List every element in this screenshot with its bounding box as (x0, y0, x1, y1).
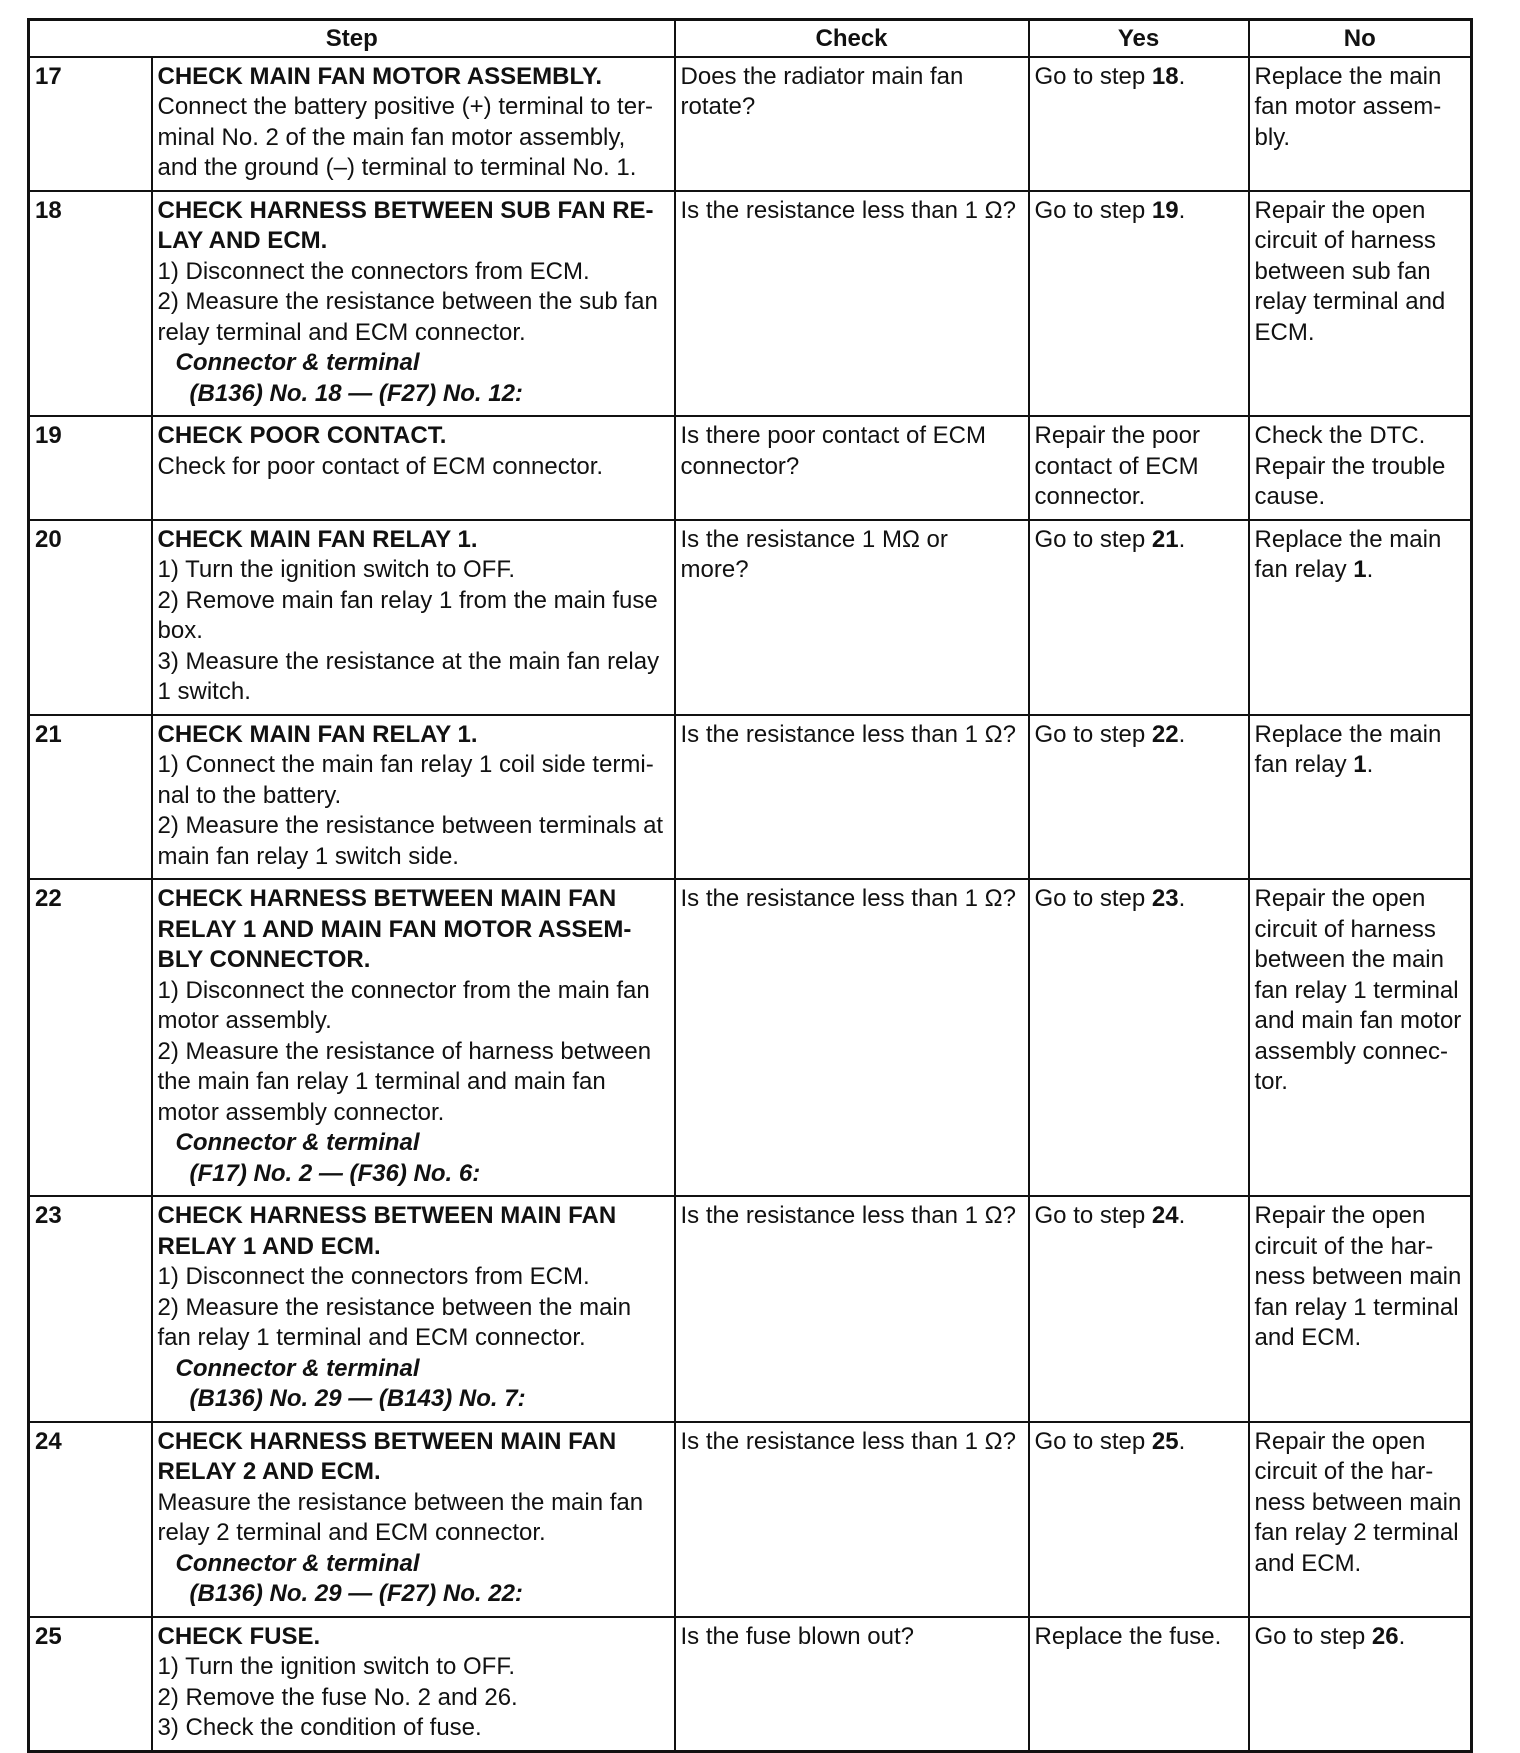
yes-suffix: . (1178, 196, 1186, 224)
connector-terminal-value: (B136) No. 29 — (B143) No. 7: (189, 1385, 526, 1412)
check-question: Is the resistance less than 1 Ω? (680, 885, 1016, 912)
diagnostic-table (27, 18, 1473, 1753)
no-action: Replace the main fan relay (1254, 720, 1442, 778)
header-no: No (1249, 20, 1472, 57)
connector-terminal-label: Connector & terminal (175, 1549, 420, 1577)
no-suffix: . (1366, 751, 1374, 778)
no-cell (1249, 879, 1472, 1196)
step-instruction: 1) Connect the main fan relay 1 coil side termi-nal to the battery. (157, 751, 654, 809)
step-number: 19 (35, 422, 62, 449)
yes-step-ref: 19 (1151, 196, 1179, 224)
step-number-cell (29, 416, 152, 520)
step-cell (152, 715, 675, 880)
step-cell (152, 57, 675, 191)
check-question: Is the resistance less than 1 Ω? (680, 1202, 1016, 1229)
connector-terminal-value: (B136) No. 18 — (F27) No. 12: (189, 379, 523, 407)
step-instruction: 1) Turn the ignition switch to OFF. (157, 556, 515, 583)
step-title: CHECK HARNESS BETWEEN MAIN FAN RELAY 1 AND ECM. (157, 1202, 617, 1260)
step-number-cell (29, 1617, 152, 1752)
step-number: 24 (35, 1427, 62, 1455)
yes-step-ref: 25 (1151, 1427, 1179, 1455)
yes-step-ref: 24 (1151, 1202, 1179, 1229)
no-cell (1249, 191, 1472, 417)
check-question: Is the resistance 1 MΩ or more? (680, 525, 948, 583)
yes-action: Go to step (1034, 1202, 1152, 1229)
check-cell (675, 879, 1029, 1196)
step-number-cell (29, 1196, 152, 1422)
no-step-ref: 26 (1371, 1622, 1399, 1650)
step-number: 23 (35, 1202, 62, 1229)
yes-cell (1029, 416, 1249, 520)
yes-suffix: . (1178, 1202, 1186, 1229)
yes-suffix: . (1178, 62, 1186, 90)
check-cell (675, 715, 1029, 880)
yes-cell (1029, 57, 1249, 191)
yes-cell (1029, 1196, 1249, 1422)
header-step: Step (29, 20, 675, 57)
step-cell (152, 1617, 675, 1752)
yes-suffix: . (1178, 525, 1186, 553)
step-number-cell (29, 191, 152, 417)
header-check: Check (675, 20, 1029, 57)
table-row (29, 1422, 1472, 1617)
yes-suffix: . (1178, 885, 1186, 912)
step-number: 20 (35, 525, 62, 553)
table-row (29, 1617, 1472, 1752)
table-row (29, 416, 1472, 520)
yes-action: Go to step (1034, 720, 1152, 748)
no-suffix: . (1366, 556, 1374, 583)
check-cell (675, 57, 1029, 191)
step-instruction: 1) Disconnect the connectors from ECM. (157, 257, 590, 285)
no-step-ref: 1 (1353, 556, 1367, 583)
check-cell (675, 1196, 1029, 1422)
connector-terminal-label: Connector & terminal (175, 1354, 420, 1382)
no-cell (1249, 1617, 1472, 1752)
step-instruction: Measure the resistance between the main fan relay 2 terminal and ECM connector. (157, 1488, 644, 1546)
yes-suffix: . (1178, 1427, 1186, 1455)
step-title: CHECK MAIN FAN RELAY 1. (157, 720, 478, 748)
yes-step-ref: 21 (1151, 525, 1179, 553)
step-cell (152, 191, 675, 417)
step-number-cell (29, 1422, 152, 1617)
yes-cell (1029, 191, 1249, 417)
table-row (29, 879, 1472, 1196)
step-number: 17 (35, 62, 62, 90)
table-header (29, 20, 1472, 57)
yes-action: Repair the poor contact of ECM connector. (1034, 422, 1200, 510)
yes-action: Go to step (1034, 525, 1152, 553)
no-step-ref: 1 (1353, 751, 1367, 778)
table-row (29, 520, 1472, 715)
yes-suffix: . (1178, 720, 1186, 748)
table-row (29, 715, 1472, 880)
yes-cell (1029, 879, 1249, 1196)
no-action: Repair the open circuit of the har-ness between main fan relay 1 terminal and ECM. (1254, 1202, 1462, 1351)
step-number-cell (29, 520, 152, 715)
step-title: CHECK HARNESS BETWEEN MAIN FAN RELAY 2 AND ECM. (157, 1427, 617, 1485)
step-number: 25 (35, 1622, 62, 1650)
no-cell (1249, 1196, 1472, 1422)
step-title: CHECK MAIN FAN RELAY 1. (157, 525, 478, 553)
step-instruction: 3) Check the condition of fuse. (157, 1714, 482, 1741)
table-row (29, 191, 1472, 417)
yes-action: Go to step (1034, 62, 1152, 90)
step-cell (152, 879, 675, 1196)
step-instruction: 1) Disconnect the connector from the main fan motor assembly. (157, 976, 650, 1034)
step-number-cell (29, 715, 152, 880)
step-cell (152, 416, 675, 520)
step-instruction: 1) Turn the ignition switch to OFF. (157, 1653, 515, 1680)
check-cell (675, 191, 1029, 417)
connector-terminal-label: Connector & terminal (175, 349, 420, 376)
no-action: Repair the open circuit of harness between the main fan relay 1 terminal and main fan motor assembly connec-tor. (1254, 885, 1462, 1095)
no-cell (1249, 715, 1472, 880)
step-cell (152, 520, 675, 715)
check-question: Is the resistance less than 1 Ω? (680, 1427, 1016, 1455)
check-cell (675, 416, 1029, 520)
no-cell (1249, 1422, 1472, 1617)
no-action: Repair the open circuit of the har-ness between main fan relay 2 terminal and ECM. (1254, 1427, 1462, 1577)
step-title: CHECK FUSE. (157, 1622, 321, 1650)
step-instruction: 2) Measure the resistance between terminals at main fan relay 1 switch side. (157, 812, 664, 870)
step-title: CHECK POOR CONTACT. (157, 422, 447, 449)
yes-action: Go to step (1034, 885, 1152, 912)
check-cell (675, 520, 1029, 715)
step-title: CHECK HARNESS BETWEEN MAIN FAN RELAY 1 AND MAIN FAN MOTOR ASSEM-BLY CONNECTOR. (157, 885, 632, 973)
check-question: Is the resistance less than 1 Ω? (680, 720, 1016, 748)
yes-cell (1029, 520, 1249, 715)
check-question: Is the fuse blown out? (680, 1622, 914, 1650)
step-instruction: 2) Remove the fuse No. 2 and 26. (157, 1683, 518, 1711)
step-instruction: Connect the battery positive (+) terminal to ter-minal No. 2 of the main fan motor assembly, and the ground (–) terminal to terminal No. 1. (157, 93, 654, 181)
step-title: CHECK MAIN FAN MOTOR ASSEMBLY. (157, 62, 602, 90)
no-cell (1249, 520, 1472, 715)
step-cell (152, 1422, 675, 1617)
step-instruction: 1) Disconnect the connectors from ECM. (157, 1263, 590, 1290)
step-title: CHECK HARNESS BETWEEN SUB FAN RE-LAY AND ECM. (157, 196, 654, 254)
no-cell (1249, 416, 1472, 520)
check-question: Does the radiator main fan rotate? (680, 62, 964, 120)
step-instruction: 2) Measure the resistance of harness between the main fan relay 1 terminal and main fan motor assembly connector. (157, 1037, 652, 1126)
no-suffix: . (1398, 1622, 1406, 1650)
step-number-cell (29, 879, 152, 1196)
no-action: Check the DTC. Repair the trouble cause. (1254, 422, 1446, 510)
no-action: Go to step (1254, 1622, 1372, 1650)
yes-cell (1029, 1422, 1249, 1617)
table-row (29, 57, 1472, 191)
header-yes: Yes (1029, 20, 1249, 57)
no-action: Replace the main fan motor assem-bly. (1254, 62, 1442, 151)
table-body (29, 57, 1472, 1752)
yes-action: Replace the fuse. (1034, 1622, 1222, 1650)
no-action: Replace the main fan relay (1254, 525, 1442, 583)
check-question: Is there poor contact of ECM connector? (680, 422, 986, 480)
step-cell (152, 1196, 675, 1422)
no-cell (1249, 57, 1472, 191)
check-question: Is the resistance less than 1 Ω? (680, 196, 1016, 224)
yes-step-ref: 22 (1151, 720, 1179, 748)
header-row (29, 20, 1472, 57)
yes-step-ref: 23 (1151, 885, 1179, 912)
step-instruction: 2) Measure the resistance between the sub fan relay terminal and ECM connector. (157, 288, 658, 346)
step-instruction: 2) Measure the resistance between the main fan relay 1 terminal and ECM connector. (157, 1293, 632, 1351)
check-cell (675, 1422, 1029, 1617)
connector-terminal-value: (B136) No. 29 — (F27) No. 22: (189, 1580, 523, 1607)
no-action: Repair the open circuit of harness between sub fan relay terminal and ECM. (1254, 196, 1446, 346)
yes-step-ref: 18 (1151, 62, 1179, 90)
yes-cell (1029, 715, 1249, 880)
yes-action: Go to step (1034, 1427, 1152, 1455)
step-number-cell (29, 57, 152, 191)
connector-terminal-value: (F17) No. 2 — (F36) No. 6: (189, 1159, 481, 1187)
step-number: 21 (35, 720, 62, 748)
step-instruction: Check for poor contact of ECM connector. (157, 452, 604, 480)
yes-action: Go to step (1034, 196, 1152, 224)
check-cell (675, 1617, 1029, 1752)
step-number: 22 (35, 885, 62, 912)
yes-cell (1029, 1617, 1249, 1752)
step-number: 18 (35, 196, 62, 224)
table-row (29, 1196, 1472, 1422)
step-instruction: 3) Measure the resistance at the main fan relay 1 switch. (157, 647, 660, 705)
step-instruction: 2) Remove main fan relay 1 from the main fuse box. (157, 586, 658, 644)
connector-terminal-label: Connector & terminal (175, 1129, 420, 1156)
